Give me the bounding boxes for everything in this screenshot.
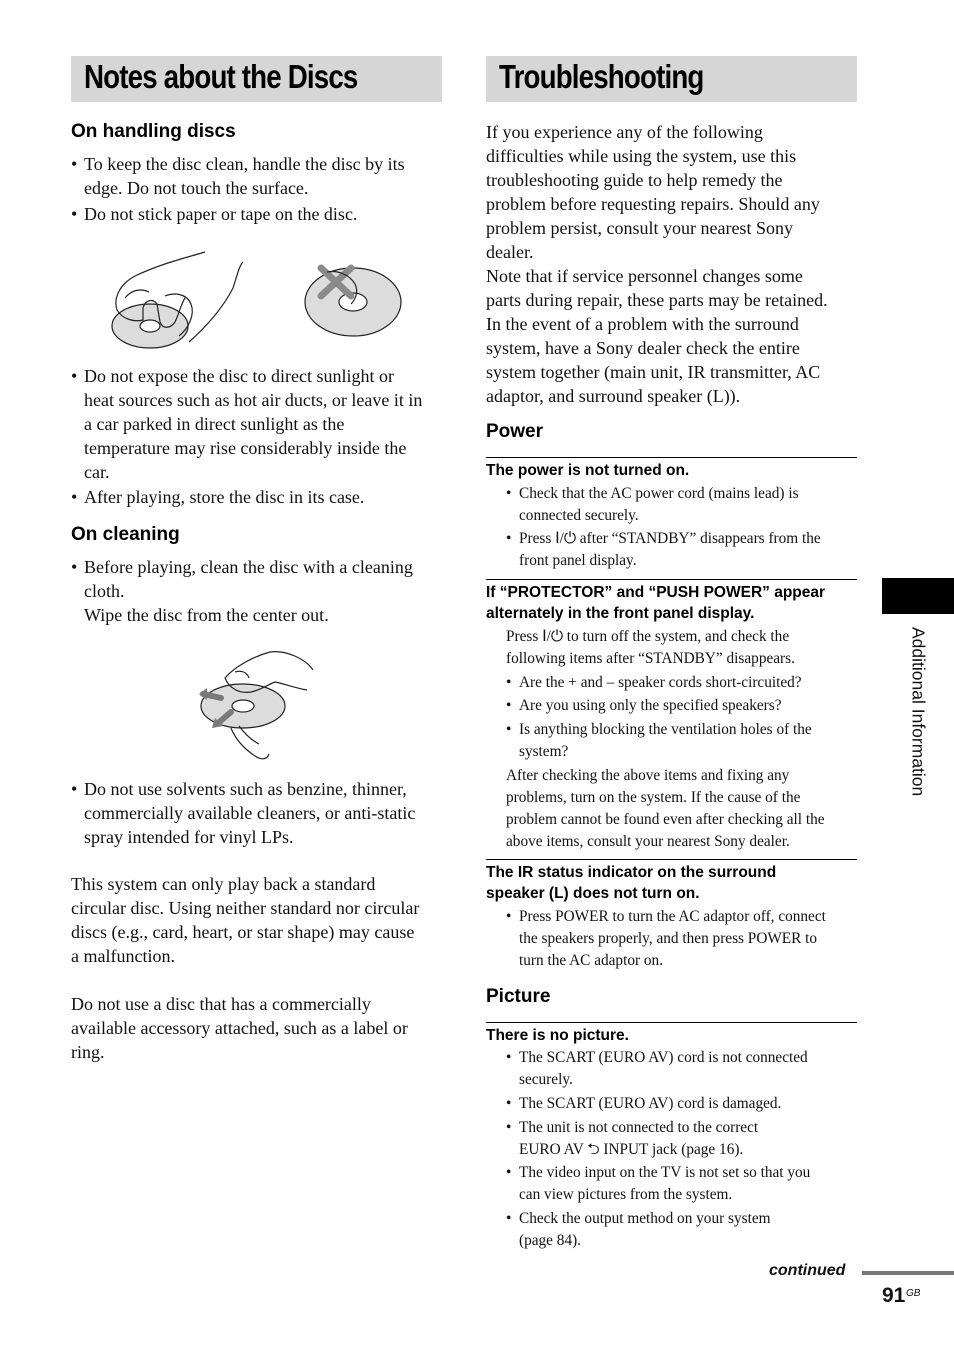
disc-handling-illustration [105,248,405,354]
bullet: • [71,557,78,577]
protector-intro: Press Ⅰ/⏻ to turn off the system, and check the following items after “STANDBY” disappears. [506,628,795,667]
question-ir-indicator: The IR status indicator on the surround speaker (L) does not turn on. [486,864,777,902]
bullet: • [71,204,78,224]
side-section-label: Additional Information [908,627,929,797]
picture-heading: Picture [486,986,551,1007]
troubleshooting-title: Troubleshooting [499,58,704,95]
divider [486,457,857,458]
question-protector: If “PROTECTOR” and “PUSH POWER” appear alternately in the front panel display. [486,584,826,622]
question-no-picture: There is no picture. [486,1027,629,1044]
bullet: • [506,485,512,502]
notes-title-banner [71,56,442,102]
divider [486,579,857,580]
bullet: • [506,1210,512,1227]
question-power-not-on: The power is not turned on. [486,462,690,479]
divider [486,1022,857,1023]
continued-label: continued [769,1262,846,1279]
bullet: • [506,674,512,691]
disc-cleaning-illustration [195,648,320,764]
continued-bar [862,1271,954,1275]
disc-shape-paragraph: This system can only play back a standard circular disc. Using neither standard nor circular discs (e.g., card, heart, or star shape) may cause a malfunction. [71,874,420,966]
bullet: • [506,1049,512,1066]
notes-title: Notes about the Discs [84,58,358,95]
page-number: 91 [882,1284,906,1307]
bullet: • [506,721,512,738]
divider [486,859,857,860]
bullet: • [71,154,78,174]
troubleshooting-title-banner [486,56,857,102]
section-tab-marker [882,578,954,614]
intro-paragraph: If you experience any of the following difficulties while using the system, use this troubleshooting guide to help remedy the problem before requesting repairs. Should any problem persist, consult your nearest Sony dealer. Note that if service personnel changes some parts during repair, these parts may be retained. In the event of a problem with the surround system, have a Sony dealer check the entire system together (main unit, IR transmitter, AC adaptor, and surround speaker (L)). [486,122,828,406]
bullet: • [506,1119,512,1136]
cleaning-heading: On cleaning [71,524,180,545]
bullet: • [506,1095,512,1112]
bullet: • [506,697,512,714]
bullet: • [506,908,512,925]
accessory-paragraph: Do not use a disc that has a commercially available accessory attached, such as a label or ring. [71,994,408,1062]
bullet: • [71,366,78,386]
protector-after: After checking the above items and fixing any problems, turn on the system. If the cause of the problem cannot be found even after checking all the above items, consult your nearest Sony dealer. [506,767,825,850]
handling-heading: On handling discs [71,121,236,142]
page-suffix: GB [906,1288,921,1299]
bullet: • [506,1164,512,1181]
bullet: • [71,487,78,507]
bullet: • [71,779,78,799]
bullet: • [506,530,512,547]
power-heading: Power [486,421,544,442]
